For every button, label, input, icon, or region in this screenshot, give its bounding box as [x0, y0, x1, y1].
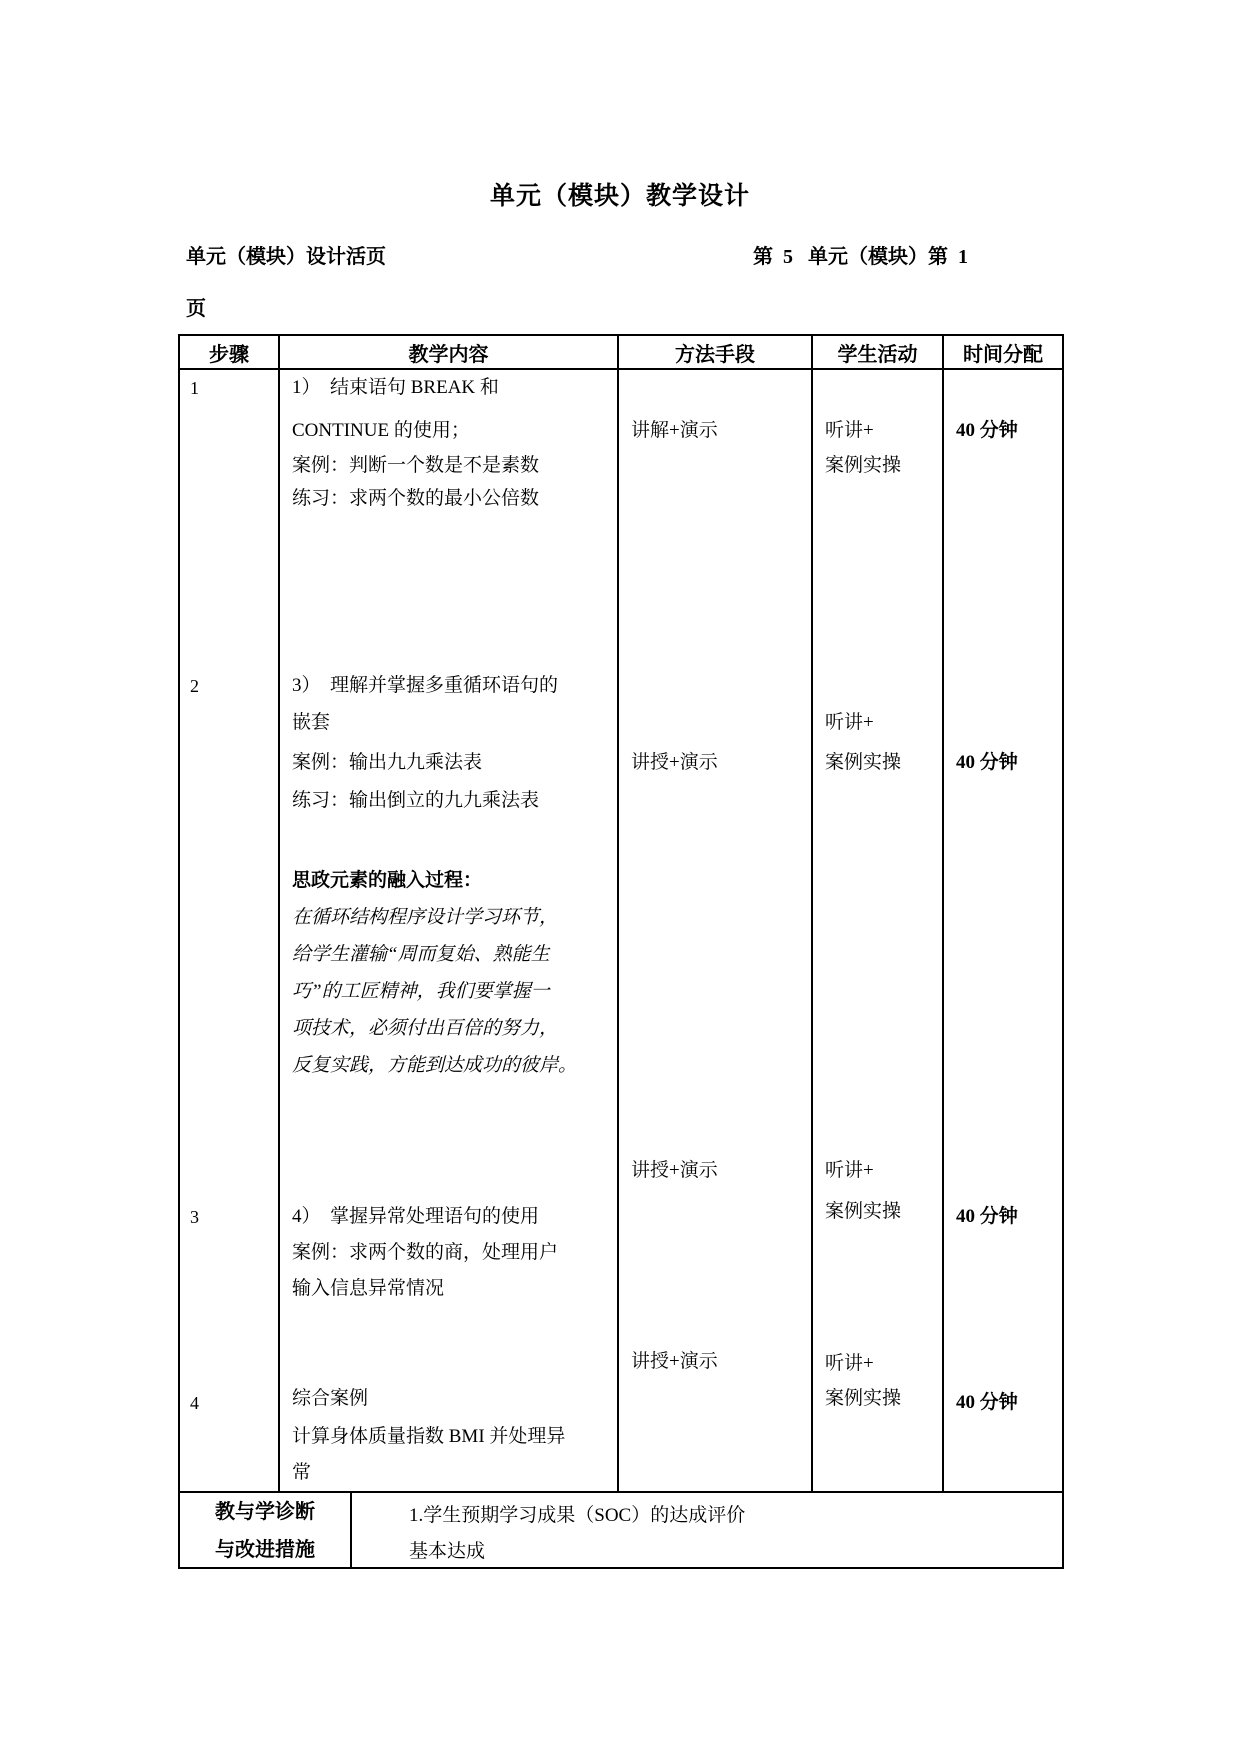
method-line: 讲授+演示 [631, 752, 718, 773]
diagnosis-label-line: 教与学诊断 [215, 1501, 315, 1523]
ideology-line: 项技术，必须付出百倍的努力， [292, 1018, 559, 1039]
step-number: 2 [190, 676, 199, 696]
page-title: 单元（模块）教学设计 [489, 183, 750, 210]
activity-line: 案例实操 [825, 752, 902, 773]
step-number: 4 [190, 1393, 199, 1413]
content-line: 案例：判断一个数是不是素数 [292, 455, 540, 476]
activity-line: 案例实操 [825, 455, 902, 476]
activity-line: 案例实操 [825, 1388, 902, 1409]
content-line: 练习：输出倒立的九九乘法表 [292, 790, 540, 811]
diagnosis-text-line: 1.学生预期学习成果（SOC）的达成评价 [409, 1505, 746, 1526]
content-line: 输入信息异常情况 [292, 1278, 445, 1299]
subtitle-left: 单元（模块）设计活页 [186, 246, 386, 268]
content-line: CONTINUE 的使用； [292, 420, 470, 441]
content-line: 常 [292, 1462, 312, 1483]
content-line: 案例：求两个数的商，处理用户 [292, 1242, 559, 1263]
subtitle-wrap-char: 页 [186, 298, 206, 320]
step-column [180, 370, 278, 1491]
content-line: 4） 掌握异常处理语句的使用 [292, 1206, 540, 1227]
content-line: 1） 结束语句 BREAK 和 [292, 377, 499, 398]
step-number: 1 [190, 378, 199, 398]
time-line: 40 分钟 [956, 1206, 1018, 1227]
teaching-design-table [178, 334, 1064, 1493]
time-line: 40 分钟 [956, 752, 1018, 773]
diagnosis-text-line: 基本达成 [409, 1541, 486, 1562]
header-method: 方法手段 [617, 336, 811, 370]
method-column [617, 370, 811, 1491]
ideology-line: 反复实践，方能到达成功的彼岸。 [292, 1055, 578, 1076]
header-activity: 学生活动 [811, 336, 942, 370]
ideology-heading: 思政元素的融入过程： [292, 870, 483, 891]
activity-line: 听讲+ [825, 712, 874, 733]
diagnosis-table [178, 1491, 1064, 1569]
method-line: 讲授+演示 [631, 1160, 718, 1181]
content-line: 计算身体质量指数 BMI 并处理异 [292, 1426, 566, 1447]
content-line: 综合案例 [292, 1388, 369, 1409]
activity-line: 听讲+ [825, 1353, 874, 1374]
header-time: 时间分配 [942, 336, 1062, 370]
header-content: 教学内容 [278, 336, 617, 370]
method-line: 讲解+演示 [631, 420, 718, 441]
header-step: 步骤 [180, 336, 278, 370]
activity-line: 听讲+ [825, 1160, 874, 1181]
time-line: 40 分钟 [956, 1392, 1018, 1413]
content-line: 练习：求两个数的最小公倍数 [292, 488, 540, 509]
ideology-line: 巧”的工匠精神，我们要掌握一 [292, 981, 550, 1002]
ideology-line: 在循环结构程序设计学习环节， [292, 907, 559, 928]
activity-column [811, 370, 942, 1491]
ideology-line: 给学生灌输“周而复始、熟能生 [292, 944, 550, 965]
subtitle-page-number: 第 5 单元（模块）第 1 [753, 246, 968, 268]
content-line: 嵌套 [292, 712, 331, 733]
activity-line: 听讲+ [825, 420, 874, 441]
diagnosis-label-line: 与改进措施 [215, 1539, 315, 1561]
method-line: 讲授+演示 [631, 1351, 718, 1372]
content-line: 案例：输出九九乘法表 [292, 752, 483, 773]
activity-line: 案例实操 [825, 1201, 902, 1222]
diagnosis-label-cell [180, 1493, 350, 1569]
diagnosis-text-cell [350, 1493, 1064, 1569]
time-column [942, 370, 1062, 1491]
time-line: 40 分钟 [956, 420, 1018, 441]
content-line: 3） 理解并掌握多重循环语句的 [292, 675, 559, 696]
content-column [278, 370, 617, 1491]
step-number: 3 [190, 1207, 199, 1227]
